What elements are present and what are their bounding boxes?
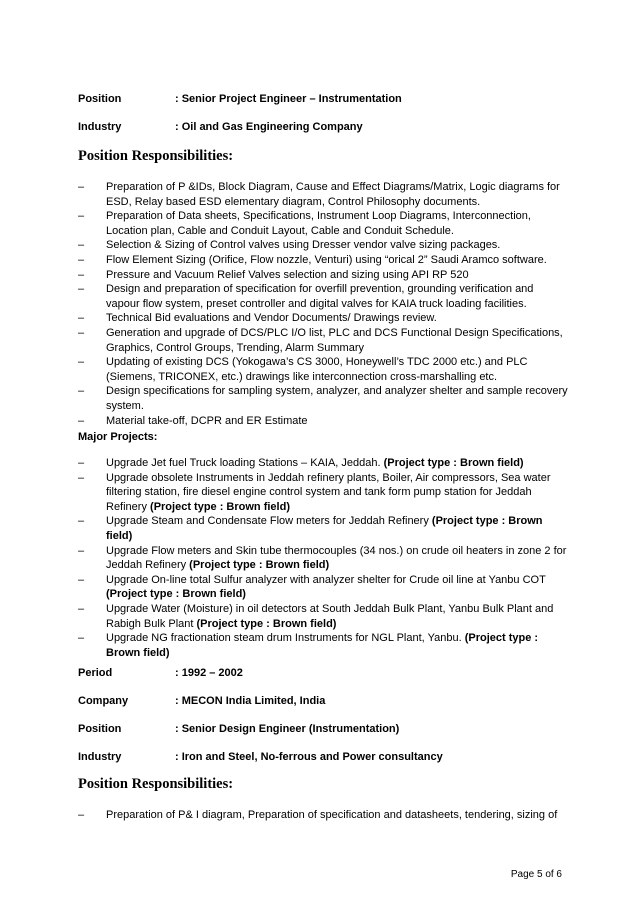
responsibility-item <box>78 808 570 823</box>
bullet-dash: – <box>78 457 85 469</box>
bullet-dash: – <box>78 356 85 369</box>
project-item <box>78 514 570 543</box>
bullet-dash: – <box>78 253 85 266</box>
responsibility-text: Pressure and Vacuum Relief Valves selection and sizing using API RP 520 <box>106 268 469 281</box>
bullet-dash: – <box>78 283 85 296</box>
responsibility-item <box>78 311 570 326</box>
responsibility-text: Design and preparation of specification for overfill prevention, grounding verification and vapour flow system, preset controller and digital valves for KAIA truck loading facilities. <box>106 283 534 310</box>
company-value: : MECON India Limited, India <box>175 695 326 707</box>
responsibility-text: Selection & Sizing of Control valves using Dresser vendor valve sizing packages. <box>106 239 501 252</box>
project-item <box>78 544 570 573</box>
industry-label: Industry <box>78 751 122 763</box>
bullet-dash: – <box>78 239 85 252</box>
project-type-tag: (Project type : Brown field) <box>196 617 337 630</box>
responsibility-text: Technical Bid evaluations and Vendor Documents/ Drawings review. <box>106 312 437 325</box>
responsibility-text: Generation and upgrade of DCS/PLC I/O list, PLC and DCS Functional Design Specifications, Graphics, Control Groups, Trending, Alarm Summary <box>106 326 563 354</box>
period-value: : 1992 – 2002 <box>175 667 243 679</box>
position-label: Position <box>78 93 122 105</box>
project-text: Upgrade obsolete Instruments in Jeddah refinery plants, Boiler, Air compressors, Sea water filtering station, fire diesel engine control system and tank form pump station for Jeddah Refinery <box>106 471 551 513</box>
position-value: : Senior Design Engineer (Instrumentation) <box>175 723 400 735</box>
job1-responsibilities-heading: Position Responsibilities: <box>78 148 234 164</box>
project-text: Upgrade On-line total Sulfur analyzer with analyzer shelter for Crude oil line at Yanbu COT <box>106 573 546 586</box>
company-label: Company <box>78 695 129 707</box>
responsibility-item <box>78 209 570 238</box>
industry-value: : Oil and Gas Engineering Company <box>175 121 363 133</box>
responsibility-text: Design specifications for sampling system, analyzer, and analyzer shelter and sample recovery system. <box>106 385 568 412</box>
industry-label: Industry <box>78 121 122 133</box>
responsibility-text: Material take-off, DCPR and ER Estimate <box>106 414 308 427</box>
project-item <box>78 456 570 471</box>
responsibility-text: Preparation of Data sheets, Specifications, Instrument Loop Diagrams, Interconnection, Location plan, Cable and Conduit Layout, Cable and Conduit Schedule. <box>106 210 531 237</box>
job2-responsibilities-list <box>78 808 570 823</box>
responsibility-item <box>78 355 570 384</box>
bullet-dash: – <box>78 268 85 281</box>
bullet-dash: – <box>78 181 85 193</box>
responsibility-text: Preparation of P& I diagram, Preparation of specification and datasheets, tendering, sizing of <box>106 809 558 821</box>
project-text: Upgrade Flow meters and Skin tube thermocouples (34 nos.) on crude oil heaters in zone 2 for Jeddah Refinery <box>106 544 567 572</box>
bullet-dash: – <box>78 515 85 528</box>
responsibility-item <box>78 326 570 355</box>
major-projects-list <box>78 456 570 660</box>
major-projects-heading: Major Projects: <box>78 431 158 443</box>
bullet-dash: – <box>78 210 85 223</box>
bullet-dash: – <box>78 573 85 586</box>
project-type-tag: (Project type : Brown field) <box>106 588 246 601</box>
position-value: : Senior Project Engineer – Instrumentation <box>175 93 402 105</box>
bullet-dash: – <box>78 809 85 821</box>
project-type-tag: (Project type : Brown field) <box>150 500 290 513</box>
bullet-dash: – <box>78 385 85 398</box>
project-text: Upgrade NG fractionation steam drum Instruments for NGL Plant, Yanbu. <box>106 632 465 645</box>
bullet-dash: – <box>78 326 85 339</box>
responsibility-item <box>78 384 570 413</box>
bullet-dash: – <box>78 544 85 557</box>
bullet-dash: – <box>78 414 85 427</box>
project-type-tag: (Project type : Brown field) <box>106 632 539 659</box>
responsibility-item <box>78 268 570 283</box>
responsibility-text: Preparation of P &IDs, Block Diagram, Cause and Effect Diagrams/Matrix, Logic diagrams for ESD, Relay based ESD elementary diagram, Control Philosophy documents. <box>106 181 560 208</box>
job2-responsibilities-heading: Position Responsibilities: <box>78 776 234 792</box>
project-item <box>78 631 570 660</box>
bullet-dash: – <box>78 632 85 645</box>
responsibility-item <box>78 282 570 311</box>
project-text: Upgrade Water (Moisture) in oil detectors at South Jeddah Bulk Plant, Yanbu Bulk Plant and Rabigh Bulk Plant <box>106 602 554 630</box>
period-label: Period <box>78 667 113 679</box>
responsibility-item <box>78 180 570 209</box>
project-text: Upgrade Steam and Condensate Flow meters for Jeddah Refinery <box>106 515 432 528</box>
project-text: Upgrade Jet fuel Truck loading Stations – KAIA, Jeddah. <box>106 457 384 469</box>
project-type-tag: (Project type : Brown field) <box>383 457 524 469</box>
project-type-tag: (Project type : Brown field) <box>106 515 543 542</box>
bullet-dash: – <box>78 471 85 484</box>
project-item <box>78 471 570 515</box>
responsibility-item <box>78 253 570 268</box>
project-type-tag: (Project type : Brown field) <box>189 559 330 572</box>
job1-responsibilities-list <box>78 180 570 428</box>
position-label: Position <box>78 723 122 735</box>
bullet-dash: – <box>78 312 85 325</box>
page-number: Page 5 of 6 <box>510 869 562 880</box>
responsibility-text: Updating of existing DCS (Yokogawa’s CS 3000, Honeywell’s TDC 2000 etc.) and PLC (Siemens, TRICONEX, etc.) drawings like interconnection cross-marshalling etc. <box>106 356 528 383</box>
project-item <box>78 573 570 602</box>
project-item <box>78 602 570 631</box>
responsibility-item <box>78 414 570 429</box>
industry-value: : Iron and Steel, No-ferrous and Power consultancy <box>175 751 443 763</box>
responsibility-text: Flow Element Sizing (Orifice, Flow nozzle, Venturi) using “orical 2” Saudi Aramco software. <box>106 253 547 266</box>
responsibility-item <box>78 238 570 253</box>
bullet-dash: – <box>78 602 85 615</box>
